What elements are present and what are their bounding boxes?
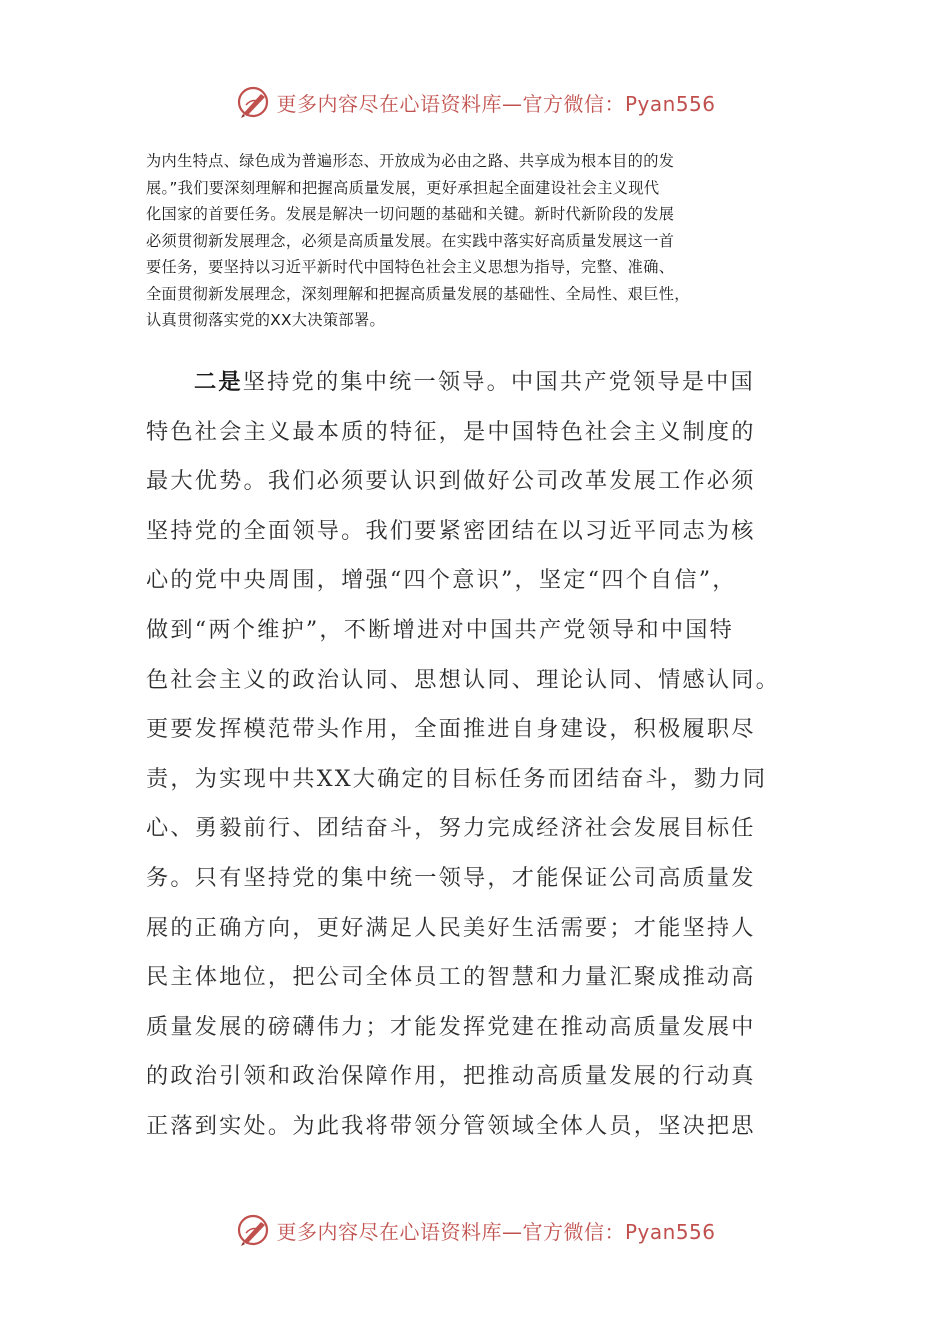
header-banner-text: 更多内容尽在心语资料库—官方微信：Pyan556 (276, 91, 716, 116)
text-line: 做到“两个维护”，不断增进对中国共产党领导和中国特 (146, 616, 734, 643)
text-line: 认真贯彻落实党的XX大决策部署。 (146, 311, 386, 329)
text-line: 必须贯彻新发展理念，必须是高质量发展。在实践中落实好高质量发展这一首 (146, 231, 675, 250)
text-line: 展的正确方向，更好满足人民美好生活需要；才能坚持人 (146, 914, 756, 941)
text-line: 务。只有坚持党的集中统一领导，才能保证公司高质量发 (146, 864, 756, 891)
text-line: 色社会主义的政治认同、思想认同、理论认同、情感认同。 (146, 666, 781, 693)
header-banner (0, 82, 950, 122)
text-line: 心、勇毅前行、团结奋斗，努力完成经济社会发展目标任 (146, 815, 756, 842)
text-line: 最大优势。我们必须要认识到做好公司改革发展工作必须 (146, 468, 756, 495)
footer-banner (0, 1210, 950, 1250)
footer-banner-text: 更多内容尽在心语资料库—官方微信：Pyan556 (276, 1219, 716, 1244)
text-line: 坚持党的全面领导。我们要紧密团结在以习近平同志为核 (146, 517, 756, 544)
text-line: 的政治引领和政治保障作用，把推动高质量发展的行动真 (146, 1063, 756, 1090)
text-line: 特色社会主义最本质的特征，是中国特色社会主义制度的 (146, 418, 756, 445)
text-line-first (146, 358, 806, 408)
text-line: 责，为实现中共XX大确定的目标任务而团结奋斗，勠力同 (146, 765, 768, 792)
text-line: 更要发挥模范带头作用，全面推进自身建设，积极履职尽 (146, 716, 756, 743)
text-line: 展。”我们要深刻理解和把握高质量发展，更好承担起全面建设社会主义现代 (146, 178, 660, 197)
text-line: 为内生特点、绿色成为普遍形态、开放成为必由之路、共享成为根本目的的发 (146, 152, 675, 170)
pen-logo-icon (234, 1211, 272, 1249)
wechat-id: Pyan556 (624, 1219, 716, 1244)
text-line: 质量发展的磅礴伟力；才能发挥党建在推动高质量发展中 (146, 1013, 756, 1040)
text-line: 要任务，要坚持以习近平新时代中国特色社会主义思想为指导，完整、准确、 (146, 258, 675, 276)
text-line: 心的党中央周围，增强“四个意识”，坚定“四个自信”， (146, 567, 737, 594)
paragraph-lead: 二是 (194, 369, 243, 395)
intro-paragraph (146, 148, 814, 334)
text-line: 全面贯彻新发展理念，深刻理解和把握高质量发展的基础性、全局性、艰巨性， (146, 284, 690, 303)
first-line-text: 坚持党的集中统一领导。中国共产党领导是中国 (242, 369, 755, 395)
pen-logo-icon (234, 83, 272, 121)
wechat-id: Pyan556 (624, 91, 716, 116)
text-line: 民主体地位，把公司全体员工的智慧和力量汇聚成推动高 (146, 964, 756, 991)
text-line: 化国家的首要任务。发展是解决一切问题的基础和关键。新时代新阶段的发展 (146, 205, 675, 223)
main-paragraph (146, 358, 806, 1152)
text-line: 正落到实处。为此我将带领分管领域全体人员，坚决把思 (146, 1112, 756, 1139)
